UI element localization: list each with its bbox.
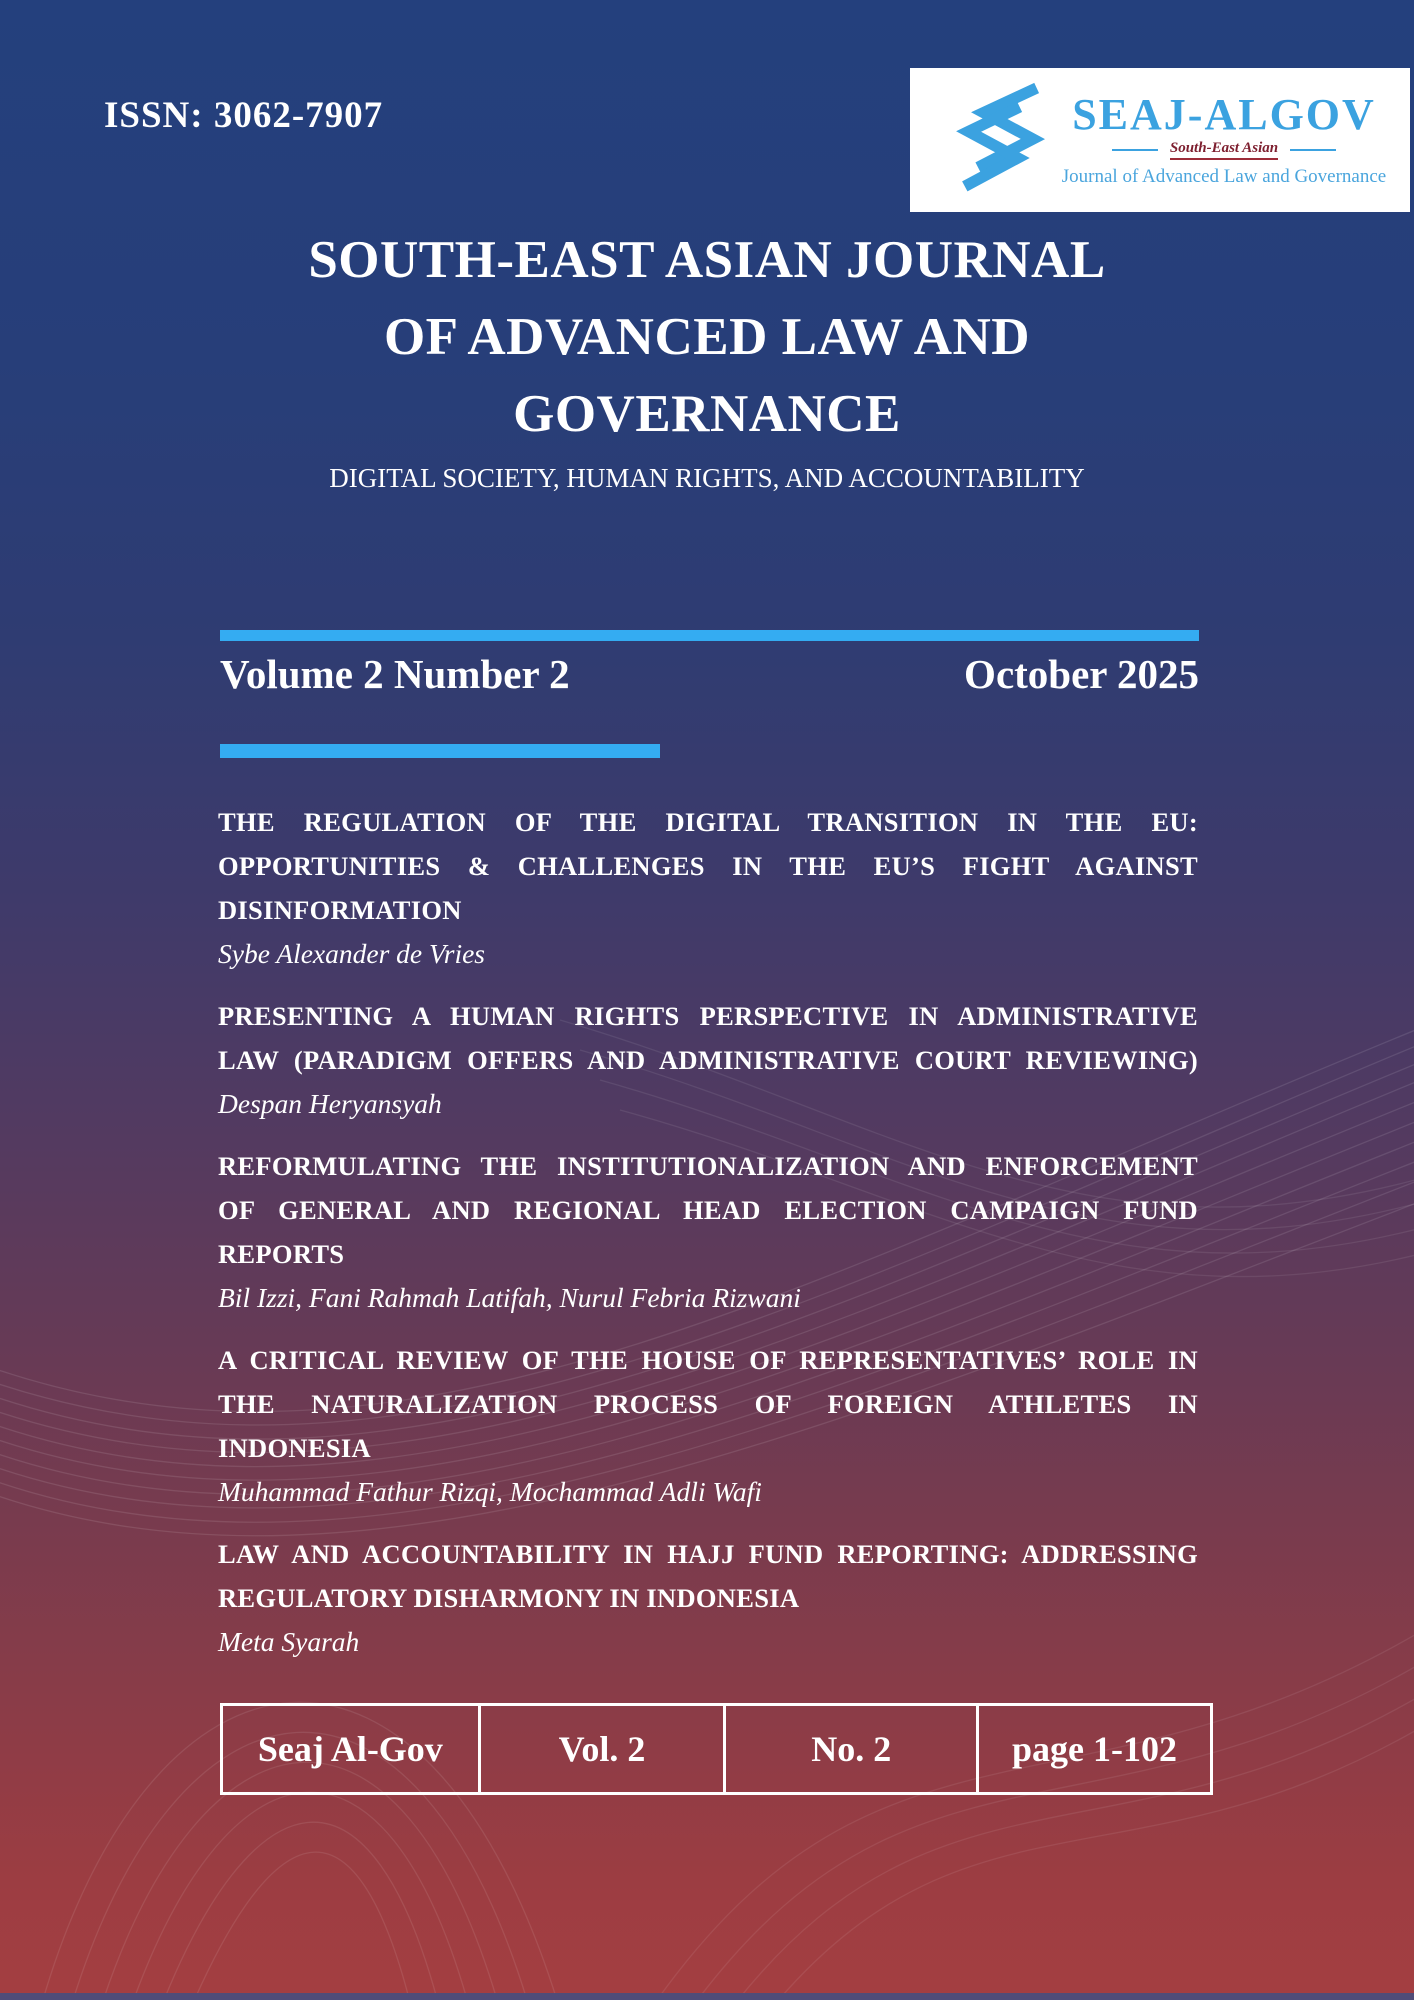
article-entry	[218, 1532, 1198, 1664]
seaj-algov-logo-icon	[944, 77, 1048, 203]
article-title-line: REPORTS	[218, 1239, 345, 1269]
journal-title-line-3: GOVERNANCE	[513, 385, 901, 443]
logo-region-row	[1112, 140, 1336, 160]
logo-region-label: South-East Asian	[1170, 140, 1278, 160]
logo-acronym: SEAJ-ALGOV	[1072, 90, 1376, 139]
article-title-line: DISINFORMATION	[218, 895, 462, 925]
article-authors: Meta Syarah	[218, 1626, 360, 1657]
article-title-line: PRESENTING A HUMAN RIGHTS PERSPECTIVE IN ADMINISTRATIVE	[218, 1001, 1198, 1031]
article-entry	[218, 994, 1198, 1126]
article-title-line: THE REGULATION OF THE DIGITAL TRANSITION IN THE EU:	[218, 807, 1198, 837]
volume-number-label: Volume 2 Number 2	[220, 651, 570, 697]
logo-right-dash	[1290, 149, 1336, 151]
article-entry	[218, 800, 1198, 976]
logo-journal-line: Journal of Advanced Law and Governance	[1061, 166, 1387, 187]
issue-date-label: October 2025	[964, 651, 1199, 697]
divider-rule-top	[220, 630, 1199, 641]
footer-citation-table	[220, 1703, 1213, 1795]
divider-rule-short	[220, 744, 660, 758]
logo-text-block	[1048, 90, 1410, 187]
article-authors: Despan Heryansyah	[218, 1088, 442, 1119]
article-title-line: OPPORTUNITIES & CHALLENGES IN THE EU’S FIGHT AGAINST	[218, 851, 1198, 881]
article-title-line: A CRITICAL REVIEW OF THE HOUSE OF REPRESENTATIVES’ ROLE IN	[218, 1345, 1198, 1375]
article-title-line: OF GENERAL AND REGIONAL HEAD ELECTION CAMPAIGN FUND	[218, 1195, 1198, 1225]
footer-cell-number: No. 2	[723, 1706, 976, 1792]
journal-title-line-1: SOUTH-EAST ASIAN JOURNAL	[308, 231, 1106, 289]
article-authors: Bil Izzi, Fani Rahmah Latifah, Nurul Febria Rizwani	[218, 1282, 801, 1313]
article-title-line: REFORMULATING THE INSTITUTIONALIZATION AND ENFORCEMENT	[218, 1151, 1198, 1181]
article-title-line: REGULATORY DISHARMONY IN INDONESIA	[218, 1583, 800, 1613]
bottom-edge-strip	[0, 1993, 1414, 2000]
footer-cell-pages: page 1-102	[976, 1706, 1210, 1792]
logo-left-dash	[1112, 149, 1158, 151]
article-authors: Sybe Alexander de Vries	[218, 938, 486, 969]
article-title-line: INDONESIA	[218, 1433, 371, 1463]
article-title-line: LAW (PARADIGM OFFERS AND ADMINISTRATIVE COURT REVIEWING)	[218, 1045, 1198, 1075]
article-authors: Muhammad Fathur Rizqi, Mochammad Adli Wafi	[218, 1476, 762, 1507]
journal-title	[217, 222, 1197, 453]
article-entry	[218, 1144, 1198, 1320]
table-of-contents	[218, 800, 1198, 1664]
article-title-line: THE NATURALIZATION PROCESS OF FOREIGN ATHLETES IN	[218, 1389, 1198, 1419]
article-title-line: LAW AND ACCOUNTABILITY IN HAJJ FUND REPORTING: ADDRESSING	[218, 1539, 1198, 1569]
issn-label: ISSN: 3062-7907	[104, 95, 384, 136]
journal-subtitle: DIGITAL SOCIETY, HUMAN RIGHTS, AND ACCOUNTABILITY	[329, 463, 1085, 493]
journal-title-line-2: OF ADVANCED LAW AND	[383, 308, 1031, 366]
issue-row	[220, 648, 1199, 700]
footer-cell-journal: Seaj Al-Gov	[257, 1729, 443, 1769]
footer-cell-volume: Vol. 2	[478, 1706, 724, 1792]
journal-logo	[910, 68, 1410, 212]
article-entry	[218, 1338, 1198, 1514]
